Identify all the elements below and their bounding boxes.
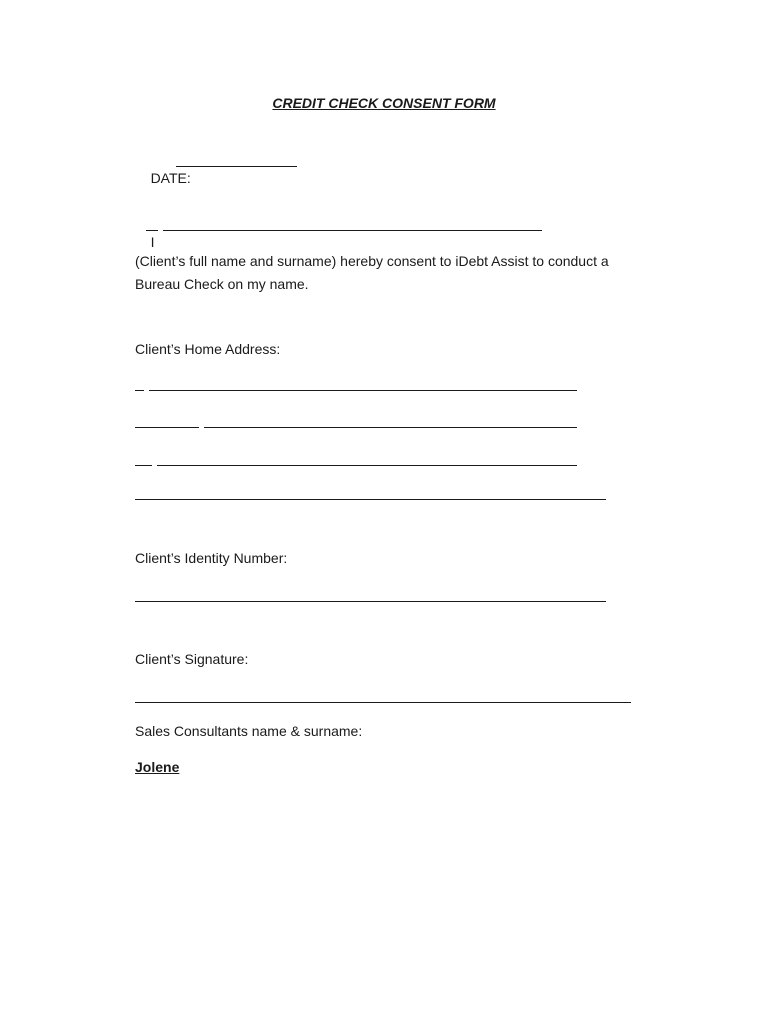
consent-text-line-1: (Client’s full name and surname) hereby consent to iDebt Assist to conduct a — [135, 253, 609, 269]
identity-number-label: Client’s Identity Number: — [135, 550, 288, 566]
signature-field-line[interactable] — [135, 702, 631, 703]
consent-text-line-2: Bureau Check on my name. — [135, 276, 309, 292]
address-line-3[interactable] — [157, 465, 577, 466]
address-line-3-short[interactable] — [135, 465, 152, 466]
address-line-2[interactable] — [204, 427, 577, 428]
identity-number-field-line[interactable] — [135, 601, 606, 602]
address-line-4[interactable] — [135, 499, 606, 500]
sales-consultant-name: Jolene — [135, 759, 180, 775]
address-line-1-short[interactable] — [135, 390, 144, 391]
date-label: DATE: — [150, 170, 191, 186]
consent-prefix: I — [150, 234, 155, 250]
date-row — [135, 151, 191, 205]
address-line-1[interactable] — [149, 390, 577, 391]
client-name-field-line[interactable] — [163, 230, 542, 231]
signature-label: Client’s Signature: — [135, 651, 249, 667]
sales-consultant-label: Sales Consultants name & surname: — [135, 723, 363, 739]
form-title: CREDIT CHECK CONSENT FORM — [272, 95, 496, 111]
home-address-label: Client’s Home Address: — [135, 341, 281, 357]
address-line-2-short[interactable] — [135, 427, 199, 428]
client-name-line-short[interactable] — [146, 230, 158, 231]
date-field-line[interactable] — [176, 166, 297, 167]
